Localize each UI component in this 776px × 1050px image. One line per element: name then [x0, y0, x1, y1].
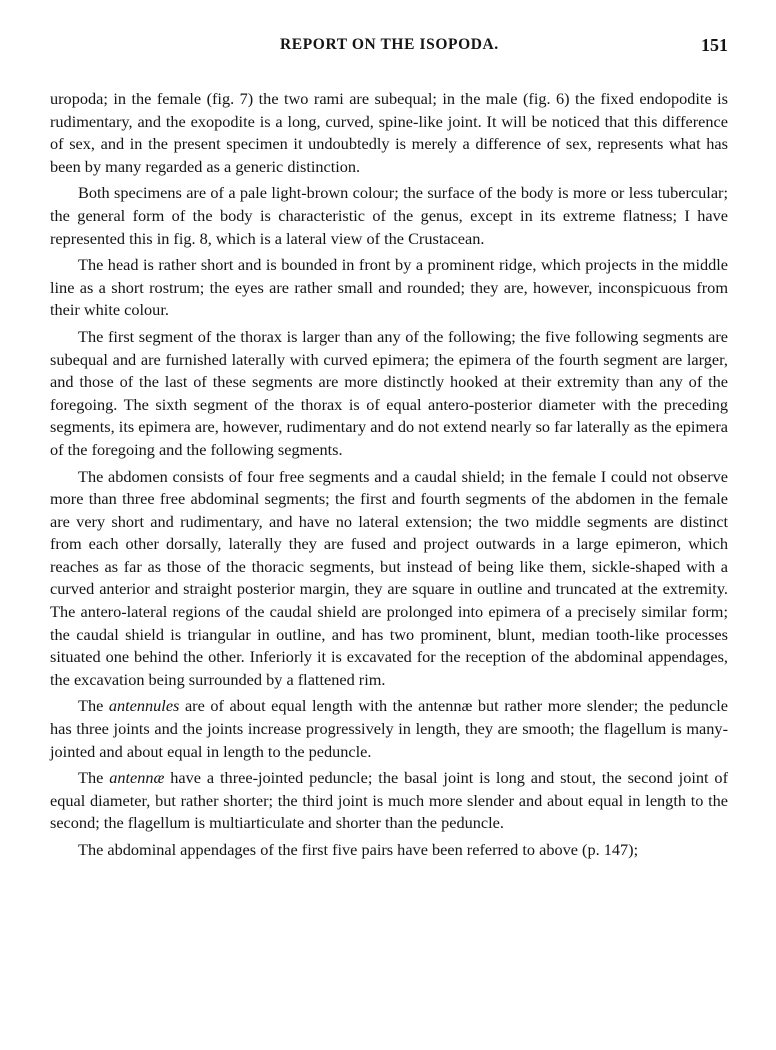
paragraph-colour: Both specimens are of a pale light-brown colour; the surface of the body is more or less tubercular; the general form of the body is characteristic of the genus, except in its extreme flatness; I have represented this in fig. 8, which is a lateral view of the Crustacean.: [50, 183, 728, 248]
paragraph-thorax: The first segment of the thorax is larger than any of the following; the five following segments are subequal and are furnished laterally with curved epimera; the epimera of the fourth segment are larger, and those of the last of these segments are more distinctly hooked at their extremity than any of the foregoing. The sixth segment of the thorax is of equal antero-posterior diameter with the preceding segments, its epimera are, however, rudimentary and do not extend nearly so far laterally as the epimera of the foregoing and the following segments.: [50, 326, 728, 459]
page-header: [50, 36, 728, 66]
page-number: 151: [701, 35, 728, 55]
running-title: REPORT ON THE ISOPODA.: [280, 36, 499, 53]
term-antennae: antennæ: [109, 768, 165, 788]
paragraph-appendages: The abdominal appendages of the first five pairs have been referred to above (p. 147);: [78, 840, 639, 859]
paragraph-uropoda: uropoda; in the female (fig. 7) the two rami are subequal; in the male (fig. 6) the fixed endopodite is rudimentary, and the exopodite is a long, curved, spine-like joint. It will be noticed that this difference of sex, and in the present specimen it undoubtedly is merely a difference of sex, represents what has been by many regarded as a generic distinction.: [50, 89, 728, 176]
term-antennules: antennules: [108, 696, 180, 716]
paragraph-antennae: The antennæ have a three-jointed peduncle; the basal joint is long and stout, the second joint of equal diameter, but rather shorter; the third joint is much more slender and about equal in length to the second; the flagellum is multiarticulate and shorter than the peduncle.: [50, 768, 728, 833]
body-text: [50, 88, 728, 862]
paragraph-antennules: The antennules are of about equal length with the antennæ but rather more slender; the peduncle has three joints and the joints increase progressively in length, they are smooth; the flagellum is many-jointed and about equal in length to the peduncle.: [50, 696, 728, 761]
paragraph-abdomen: The abdomen consists of four free segments and a caudal shield; in the female I could not observe more than three free abdominal segments; the first and fourth segments of the abdomen in the female are very short and rudimentary, and have no lateral extension; the two middle segments are distinct from each other dorsally, laterally they are fused and project outwards in a large epimeron, which reaches as far as those of the thoracic segments, but instead of being like them, sickle-shaped with a curved anterior and straight posterior margin, they are square in outline and truncated at the extremity. The antero-lateral regions of the caudal shield are prolonged into epimera of a precisely similar form; the caudal shield is triangular in outline, and has two prominent, blunt, median tooth-like processes situated one behind the other. Inferiorly it is excavated for the reception of the abdominal appendages, the excavation being surrounded by a flattened rim.: [50, 466, 728, 689]
book-page: [50, 36, 728, 866]
paragraph-head: The head is rather short and is bounded in front by a prominent ridge, which projects in the middle line as a short rostrum; the eyes are rather small and rounded; they are, however, inconspicuous from their white colour.: [50, 255, 728, 320]
